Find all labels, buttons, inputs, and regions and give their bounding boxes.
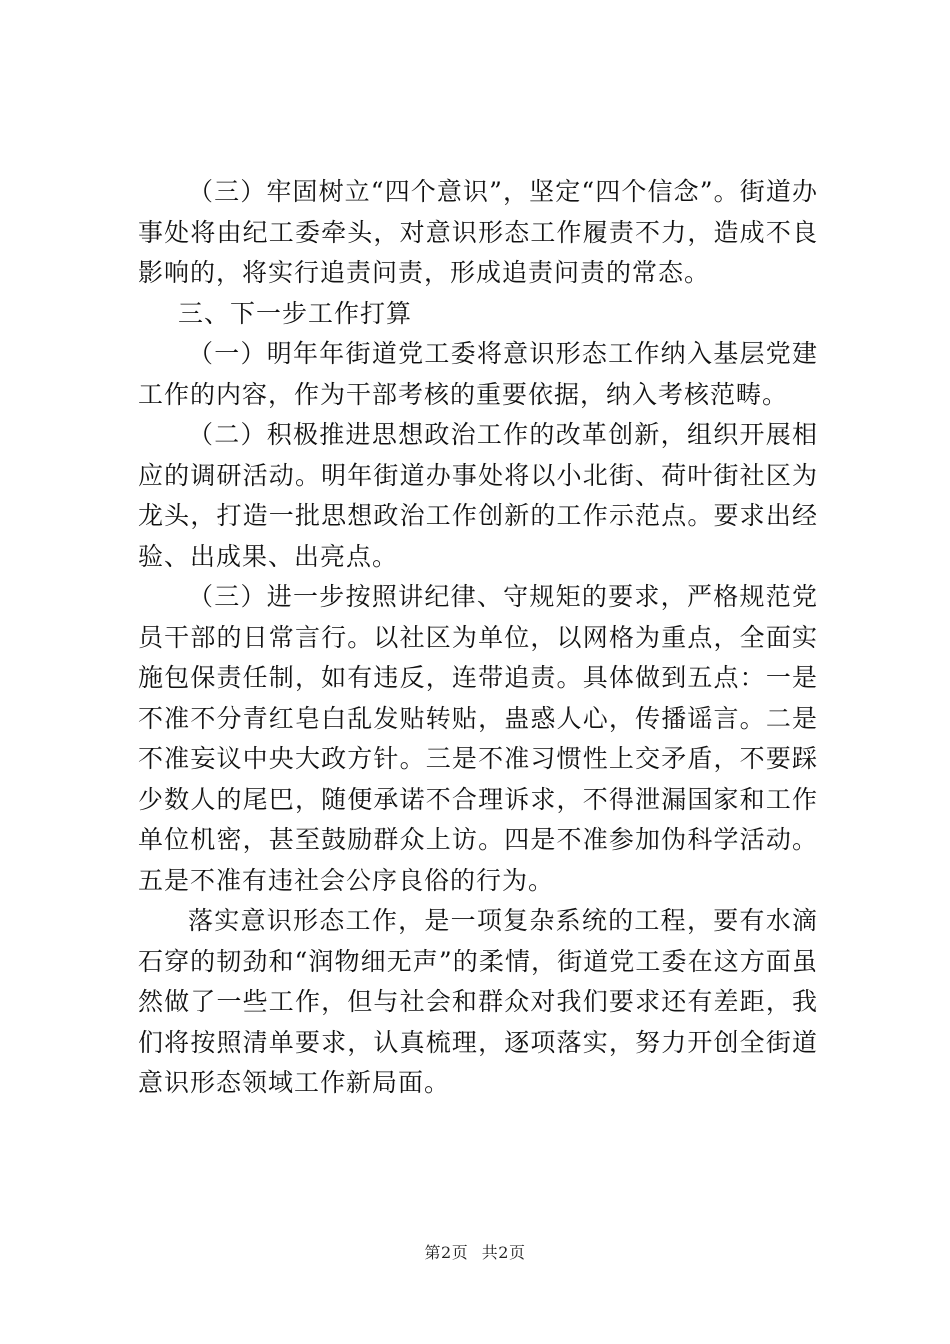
- section-heading-next-plan: 三、下一步工作打算: [178, 298, 413, 328]
- paragraph-consciousness: （三）牢固树立“四个意识”，坚定“四个信念”。街道办事处将由纪工委牵头，对意识形态工作履责不力，造成不良影响的，将实行追责问责，形成追责问责的常态。: [138, 177, 818, 287]
- page-footer: [0, 1240, 950, 1263]
- paragraph-conclusion: 落实意识形态工作，是一项复杂系统的工程，要有水滴石穿的韧劲和“润物细无声”的柔情，街道党工委在这方面虽然做了一些工作，但与社会和群众对我们要求还有差距，我们将按照清单要求，认真梳理，逐项落实，努力开创全街道意识形态领域工作新局面。: [138, 906, 818, 1097]
- paragraph-plan-one: （一）明年年街道党工委将意识形态工作纳入基层党建工作的内容，作为干部考核的重要依据，纳入考核范畴。: [138, 339, 818, 409]
- page-number: 第2页: [424, 1243, 469, 1262]
- paragraph-plan-three: （三）进一步按照讲纪律、守规矩的要求，严格规范党员干部的日常言行。以社区为单位，以网格为重点，全面实施包保责任制，如有违反，连带追责。具体做到五点：一是不准不分青红皂白乱发贴转贴，蛊惑人心，传播谣言。二是不准妄议中央大政方针。三是不准习惯性上交矛盾，不要踩少数人的尾巴，随便承诺不合理诉求，不得泄漏国家和工作单位机密，甚至鼓励群众上访。四是不准参加伪科学活动。五是不准有违社会公序良俗的行为。: [138, 582, 818, 895]
- page-total: 共2页: [481, 1243, 526, 1262]
- paragraph-plan-two: （二）积极推进思想政治工作的改革创新，组织开展相应的调研活动。明年街道办事处将以小北街、荷叶街社区为龙头，打造一批思想政治工作创新的工作示范点。要求出经验、出成果、出亮点。: [138, 420, 818, 571]
- document-body: [138, 172, 818, 1104]
